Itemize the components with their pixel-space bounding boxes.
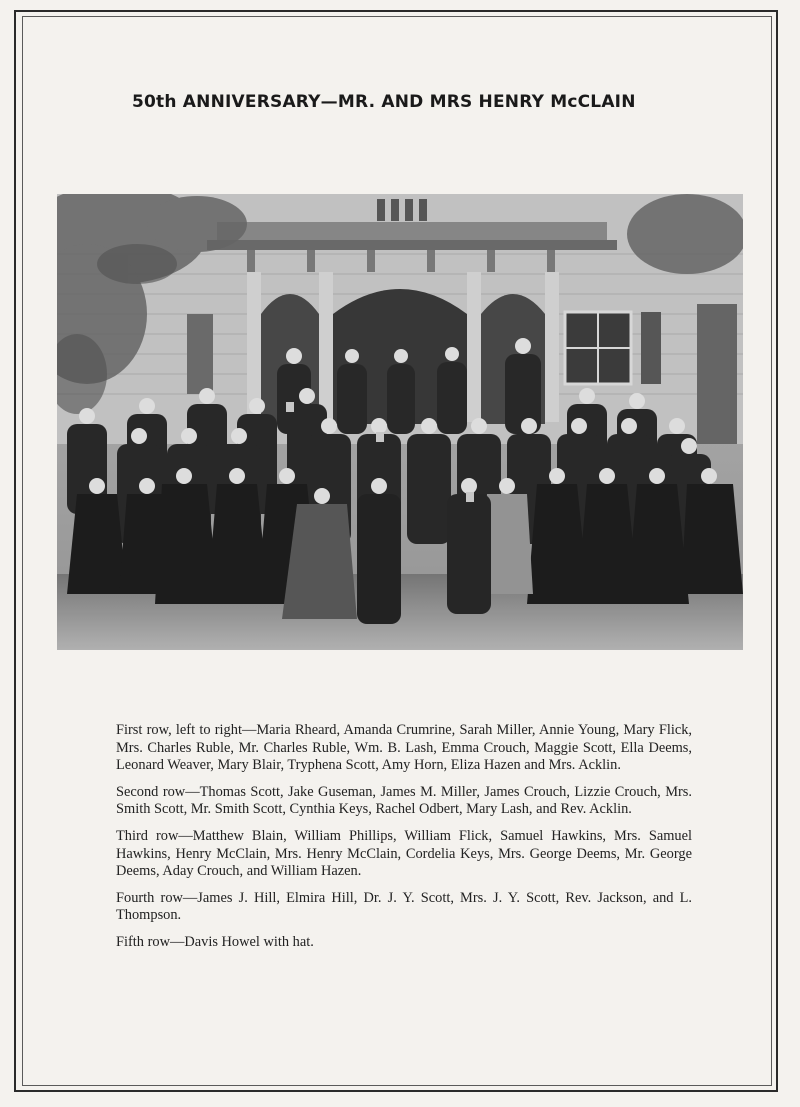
caption-first-row: First row, left to right—Maria Rheard, Amanda Crumrine, Sarah Miller, Annie Young, Mary Flick, Mrs. Charles Ruble, Mr. Charles Ruble, Wm. B. Lash, Emma Crouch, Maggie Scott, Ella Deems, Leonard Weaver, Mary Blair, Tryphena Scott, Amy Horn, Eliza Hazen and Mrs. Acklin. — [116, 722, 692, 774]
caption-fifth-row: Fifth row—Davis Howel with hat. — [116, 933, 314, 950]
caption-third-row: Third row—Matthew Blain, William Phillips, William Flick, Samuel Hawkins, Mrs. Samuel Hawkins, Henry McClain, Mrs. Henry McClain, Cordelia Keys, Mrs. George Deems, Mr. George Deems, Aday Crouch, and William Hazen. — [116, 827, 692, 880]
caption-second-row: Second row—Thomas Scott, Jake Guseman, James M. Miller, James Crouch, Lizzie Crouch, Mrs. Smith Scott, Mr. Smith Scott, Cynthia Keys, Rachel Odbert, Mary Lash, and Rev. Acklin. — [116, 783, 692, 818]
page-title: 50th ANNIVERSARY—MR. AND MRS HENRY McCLAIN — [132, 92, 636, 112]
photo-caption — [116, 722, 692, 961]
caption-fourth-row: Fourth row—James J. Hill, Elmira Hill, Dr. J. Y. Scott, Mrs. J. Y. Scott, Rev. Jackson, and L. Thompson. — [116, 889, 692, 924]
group-photograph — [57, 194, 743, 650]
